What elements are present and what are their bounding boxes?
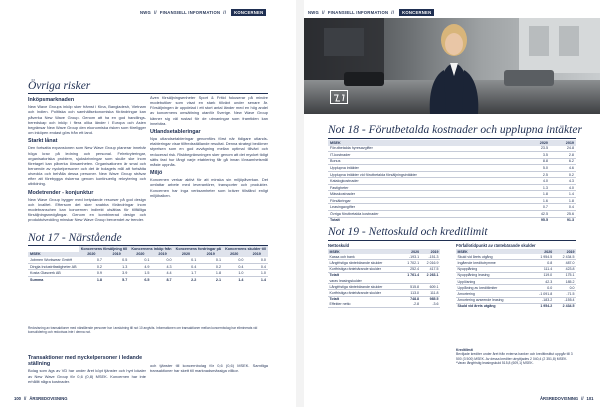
year-header: 2020 xyxy=(79,252,104,258)
body-paragraph: Den fortsatta expansionen som New Wave Group planerar innebär höga krav på ledning och personal. Felrekryteringar, organisatoriska problem, sjukskrivningar som skulle ske inom företaget kan påverka lönsamheten. Organisationen är smal och beroende av nyckelpersoner och det är bolagets mål att fortsätta utveckla och behålla dessa personer. New Wave Group strävar efter att förebygga riskerna genom kontinuerlig rekrytering och utbildning. xyxy=(28,145,146,187)
cell-value: 113.0 xyxy=(401,290,420,296)
cell-value: 2 434.5 xyxy=(562,304,575,309)
cell-value: 175.1 xyxy=(554,272,576,278)
cell-value: -193.1 xyxy=(401,254,420,260)
cell-value: 185.2 xyxy=(554,278,576,284)
footer-right: ÅRSREDOVISNING // 101 xyxy=(540,396,594,401)
cell-value: 748.8 xyxy=(410,297,420,302)
footer-title: ÅRSREDOVISNING xyxy=(540,396,579,401)
row-label: Skuld vid årets utgång xyxy=(456,254,530,260)
cell-value: 1 702.1 xyxy=(401,260,420,266)
cell-value: 2 016.9 xyxy=(421,260,440,266)
cell-value: 0.2 xyxy=(198,263,223,270)
text-column-a xyxy=(28,94,146,225)
cell-value: 91.3 xyxy=(550,217,576,223)
leasing-footnote: *Varav långfristig leasingskuld 515,8 (609,1) MSEK. xyxy=(456,361,534,366)
cell-value: 0.2 xyxy=(550,171,576,178)
header-section: FINANSIELL INFORMATION xyxy=(327,10,389,15)
cell-value: -155.4 xyxy=(554,297,576,303)
row-label: Kortfristiga räntebärande skulder xyxy=(328,290,401,296)
note19-rule xyxy=(328,240,576,241)
cell-value: 0.7 xyxy=(524,204,550,211)
cell-value: 2 263.1 xyxy=(426,273,439,278)
cell-value: 111.4 xyxy=(530,266,554,272)
row-label: Kortfristiga räntebärande skulder xyxy=(328,266,401,272)
row-label: Kosta Glasverk AB xyxy=(28,270,79,277)
header-tag: KONCERNEN xyxy=(399,9,434,16)
cell-value: 0.4 xyxy=(550,204,576,211)
cell-value: 252.4 xyxy=(401,266,420,272)
cell-value: 4.6 xyxy=(550,165,576,172)
row-label: Skuld vid årets utgång xyxy=(457,304,496,309)
cell-value: 1 761.4 xyxy=(407,273,420,278)
year-header: 2020 xyxy=(223,252,245,258)
cell-value: 1.8 xyxy=(79,276,104,282)
year-header: 2019 xyxy=(421,249,440,254)
fashion-photo xyxy=(304,18,600,114)
cell-value: 8.8 xyxy=(524,158,550,165)
cell-value: -3.6 xyxy=(421,302,440,308)
cell-value: 1.0 xyxy=(223,270,245,277)
note17-table xyxy=(28,246,268,283)
row-label: Fastigheter xyxy=(328,184,524,191)
cell-value: 423.8 xyxy=(554,266,576,272)
header-tag: KONCERNEN xyxy=(231,9,266,16)
cell-value: 1.3 xyxy=(524,184,550,191)
note18-rule xyxy=(328,138,576,139)
cell-value: 1.3 xyxy=(104,263,129,270)
note19-title: Not 19 - Nettoskuld och kreditlimit xyxy=(328,226,488,238)
row-label: Förutbetalda hyresavgifter xyxy=(328,146,524,152)
header-org: NWG xyxy=(140,10,151,15)
row-label: Jobmen Workwear GmbH xyxy=(28,257,79,263)
row-label: Summa xyxy=(28,276,79,282)
footer-left: 100 // ÅRSREDOVISNING xyxy=(14,396,68,401)
row-label: Nyupplåning leasing xyxy=(456,272,530,278)
maturity-table xyxy=(456,242,576,309)
cell-value: 1 954.5 xyxy=(530,254,554,260)
cell-value: 1.4 xyxy=(223,276,245,282)
cell-value: 2.2 xyxy=(174,276,199,282)
cell-value: 2.1 xyxy=(198,276,223,282)
table-caption: Nettoskuld xyxy=(328,243,350,248)
cell-value: -71.5 xyxy=(554,291,576,297)
cell-value: 417.5 xyxy=(421,266,440,272)
cell-value: 4.9 xyxy=(129,263,151,270)
subheading: Utlandsetableringar xyxy=(150,128,201,135)
subheading: Modetrender - konjunktur xyxy=(28,189,94,196)
body-paragraph: New Wave Group bygger med betydande resurser på god design och kvalitet. Eftersom det sker snabba förändringar inom modebranschen kan koncernen indirekt utsättas för tillfälliga försäljningsnedgångar. Genom en kombinerad design och produktutveckling minskar New Wave Group beroendet av trender. xyxy=(28,196,146,223)
msek-label: MSEK xyxy=(28,252,79,258)
cell-value: 0.0 xyxy=(245,257,268,263)
group-header: Koncernens försäljning till xyxy=(79,246,130,252)
cell-value: 0.7 xyxy=(79,257,104,263)
cell-value: 1.5 xyxy=(129,270,151,277)
cell-value: -183.2 xyxy=(530,297,554,303)
cell-value: 1.4 xyxy=(245,276,268,282)
cell-value: 515.8 xyxy=(401,284,420,290)
cell-value: 8.7 xyxy=(151,276,173,282)
cell-value: 119.0 xyxy=(530,272,554,278)
cell-value: 0.5 xyxy=(104,257,129,263)
cell-value: 4.0 xyxy=(524,178,550,185)
row-label: Upplösning xyxy=(456,278,530,284)
year-header: 2019 xyxy=(554,249,576,254)
row-label: Långfristiga räntebärande skulder xyxy=(328,284,401,290)
year-header: 2019 xyxy=(104,252,129,258)
cell-value: 42.3 xyxy=(530,278,554,284)
row-label: varav leasingskulder xyxy=(328,278,401,284)
cell-value: 1.0 xyxy=(245,270,268,277)
cell-value: 5.7 xyxy=(104,276,129,282)
spread-gutter xyxy=(296,0,304,407)
row-label: IT-kostnader xyxy=(328,152,524,159)
total-row xyxy=(328,217,576,223)
year-header: 2020 xyxy=(401,249,420,254)
net-debt-table xyxy=(328,242,440,308)
year-header: 2020 xyxy=(129,252,151,258)
year-header: 2020 xyxy=(524,140,550,146)
right-page xyxy=(304,0,600,407)
table-row xyxy=(28,263,268,270)
year-header: 2019 xyxy=(550,140,576,146)
cell-value: 985.5 xyxy=(429,297,439,302)
row-label: Upplupna intäkter xyxy=(328,165,524,172)
header-section: FINANSIELL INFORMATION xyxy=(159,10,221,15)
year-header: 2020 xyxy=(530,249,554,254)
cell-value: 487.0 xyxy=(554,260,576,266)
cell-value: 4.3 xyxy=(151,263,173,270)
cell-value: 0.1 xyxy=(174,257,199,263)
cell-value: 1.8 xyxy=(524,191,550,198)
cell-value: -2.8 xyxy=(401,302,420,308)
row-label: Nyupplåning xyxy=(456,266,530,272)
transactions-text: Bolag som ägs av VD har under året köpt tjänster och hyrt lokaler av New Wave Group för 0,6 (0,8) MSEK. Koncernen har inte erhållit några kostnader. xyxy=(28,368,146,384)
cell-value: 25.6 xyxy=(550,211,576,218)
body-paragraph: Nya utlandsetableringar genomförs först när tidigare utlandsetableringar visar tillfredsställande resultat. Denna strategi bedömer styrelsen som en god avvägning mellan optimal tillväxt och reducerad risk. Riskbegränsningen sker genom att det mycket tidigt sätts fast hur långt varje etablering får gå innan lönsamhetsmål måste uppnås. xyxy=(150,136,268,167)
credit-limit-note xyxy=(456,348,576,366)
credit-limit-heading: Kreditlimit xyxy=(456,348,473,352)
row-label: Katalogkostnader xyxy=(328,178,524,185)
cell-value: 23.5 xyxy=(524,146,550,152)
group-header: Koncernens inköp från xyxy=(129,246,173,252)
left-page xyxy=(0,0,296,407)
cell-value: 0.0 xyxy=(554,285,576,291)
row-label: Amortering avseende leasing xyxy=(456,297,530,303)
msek-label: MSEK xyxy=(456,249,530,254)
cell-value: 4.3 xyxy=(550,178,576,185)
body-paragraph: New Wave Groups inköp sker främst i Kina, Bangladesh, Vietnam och Indien. Politiska och samhällsekonomiska förändringar kan påverka New Wave Group. Genom att ha en god handlingsberedskap och inköp i flera olika länder i Europa och Asien begränsar New Wave Group den ekonomiska risken som föreligger om inköpen endast görs från ett land. xyxy=(28,104,146,135)
page-number: 100 xyxy=(14,396,21,401)
header-org: NWG xyxy=(308,10,319,15)
cell-value: 0.0 xyxy=(530,285,554,291)
cell-value: 0.1 xyxy=(198,257,223,263)
running-header: NWG // FINANSIELL INFORMATION // KONCERNEN xyxy=(140,10,266,15)
total-row xyxy=(456,303,576,309)
table-row xyxy=(328,302,440,308)
row-label: Totalt xyxy=(329,297,339,302)
cell-value: 0.0 xyxy=(223,257,245,263)
row-label: Mässkostnader xyxy=(328,191,524,198)
note17-footnote: Redovisning av transaktioner med närstående personer har i anslutning till not 10 angivits. Informationen om transaktioner mellan koncernbolag har eliminerats vid konsolidering och redovisas inte i denna not. xyxy=(28,326,258,335)
section-title-ovriga-risker: Övriga risker xyxy=(28,80,91,92)
cell-value: 0.4 xyxy=(245,263,268,270)
group-header: Koncernens skulder till xyxy=(223,246,268,252)
running-header-right: NWG // FINANSIELL INFORMATION // KONCERNEN xyxy=(308,10,434,15)
cell-value: 24.8 xyxy=(550,146,576,152)
group-header: Koncernens fordringar på xyxy=(174,246,223,252)
cell-value: 1.6 xyxy=(524,197,550,204)
row-label: Ingående kreditutrymme xyxy=(456,260,530,266)
credit-limit-text: Beviljade krediter under året från externa banker och kreditinstitut uppgår till 3 500 (3 500) MSEK. Av dessa krediter utnyttjades 2 040,4 (2 351,8) MSEK. xyxy=(456,352,573,361)
cell-value: 609.1 xyxy=(421,284,440,290)
text-column-b xyxy=(150,94,268,200)
page-number: 101 xyxy=(586,396,594,401)
subheading: Miljö xyxy=(150,170,163,177)
cell-value: 0.2 xyxy=(79,263,104,270)
year-header: 2020 xyxy=(174,252,199,258)
row-label: Långfristiga räntebärande skulder xyxy=(328,260,401,266)
transactions-block xyxy=(28,352,146,386)
cell-value: 0.4 xyxy=(174,263,199,270)
cell-value: 2.5 xyxy=(524,171,550,178)
cell-value: 4.0 xyxy=(550,184,576,191)
row-label: Totalt xyxy=(328,217,524,223)
row-label: Upplåning av kreditlimiter xyxy=(456,285,530,291)
year-header: 2019 xyxy=(151,252,173,258)
cell-value: 1.4 xyxy=(550,191,576,198)
cell-value: -1 091.8 xyxy=(530,291,554,297)
cell-value: 6.2 xyxy=(550,158,576,165)
table-caption: Förfallotidpunkt av räntebärande skulder xyxy=(456,243,536,248)
cell-value: 5.0 xyxy=(524,165,550,172)
row-label: Bonus xyxy=(328,158,524,165)
footer-title: ÅRSREDOVISNING xyxy=(29,396,68,401)
body-paragraph: Även försäljningsenheter Sport & Fritid fokuserar på mindre modebutiker som visat en stark tillväxt under senare år. Försäljningen är uppdelad i ett stort antal länder med en hög andel av koncernens omsättning utanför Sverige. New Wave Group känner sig väl rustad för de utmaningar som framtiden kan innebära. xyxy=(150,95,268,126)
cell-value: 0.0 xyxy=(151,257,173,263)
cell-value: 95.5 xyxy=(524,217,550,223)
subheading: Starkt lånat xyxy=(28,138,58,145)
transactions-text-b: och tjänster till koncernbolag för 0,6 (0,6) MSEK. Samtliga transaktioner har skett till marknadsmässiga villkor. xyxy=(150,363,268,374)
row-label: Dingla Industrifastigheter AB xyxy=(28,263,79,270)
transactions-heading: Transaktioner med nyckelpersoner i ledande ställning xyxy=(28,355,143,368)
row-label: Totalt xyxy=(329,273,339,278)
cell-value: 1 954.2 xyxy=(540,304,553,309)
logo-mark-icon xyxy=(331,92,347,104)
cell-value: 0.8 xyxy=(530,260,554,266)
cell-value: 0.1 xyxy=(129,257,151,263)
cell-value: 3.9 xyxy=(104,270,129,277)
subheading: Inköpsmarknaden xyxy=(28,97,75,103)
photo-illustration xyxy=(304,18,600,114)
body-paragraph: Koncernen verkar aktivt för att minska sin miljöpåverkan. Det omfattar arbete med leverantörer, transporter och produkter. Koncernen har inga verksamheter som kräver tillstånd enligt miljöbalken. xyxy=(150,177,268,198)
cell-value: 0.4 xyxy=(223,263,245,270)
cell-value: -151.3 xyxy=(421,254,440,260)
cell-value: 2.8 xyxy=(550,152,576,159)
total-row xyxy=(28,276,268,282)
note18-title: Not 18 - Förutbetalda kostnader och upplupna intäkter xyxy=(328,124,582,136)
cell-value: 3.5 xyxy=(524,152,550,159)
cell-value: 1.8 xyxy=(198,270,223,277)
year-header: 2019 xyxy=(245,252,268,258)
cell-value: 2 434.5 xyxy=(554,254,576,260)
cell-value: 1.8 xyxy=(550,197,576,204)
row-label: Försäkringar xyxy=(328,197,524,204)
cell-value: 4.4 xyxy=(151,270,173,277)
cutter-buck-logo xyxy=(330,90,348,104)
msek-label: MSEK xyxy=(328,140,524,146)
cell-value: 42.5 xyxy=(524,211,550,218)
row-label: Amortering xyxy=(456,291,530,297)
row-label: Övriga förutbetalda kostnader xyxy=(328,211,524,218)
table-row xyxy=(28,270,268,277)
row-label: Kassa och bank xyxy=(328,254,401,260)
row-label: Leasingavgifter xyxy=(328,204,524,211)
cell-value: 1.7 xyxy=(174,270,199,277)
row-label: Upplupna intäkter vid förutbetalda försäljningsintäkter xyxy=(328,171,524,178)
cell-value: 0.9 xyxy=(79,270,104,277)
transactions-block-b xyxy=(150,352,268,375)
cell-value: 111.8 xyxy=(421,290,440,296)
note17-title: Not 17 - Närstående xyxy=(28,232,122,244)
msek-label: MSEK xyxy=(328,249,401,254)
row-label: Effekter netto xyxy=(328,302,401,308)
note18-table xyxy=(328,140,576,223)
year-header: 2019 xyxy=(198,252,223,258)
cell-value: 6.5 xyxy=(129,276,151,282)
